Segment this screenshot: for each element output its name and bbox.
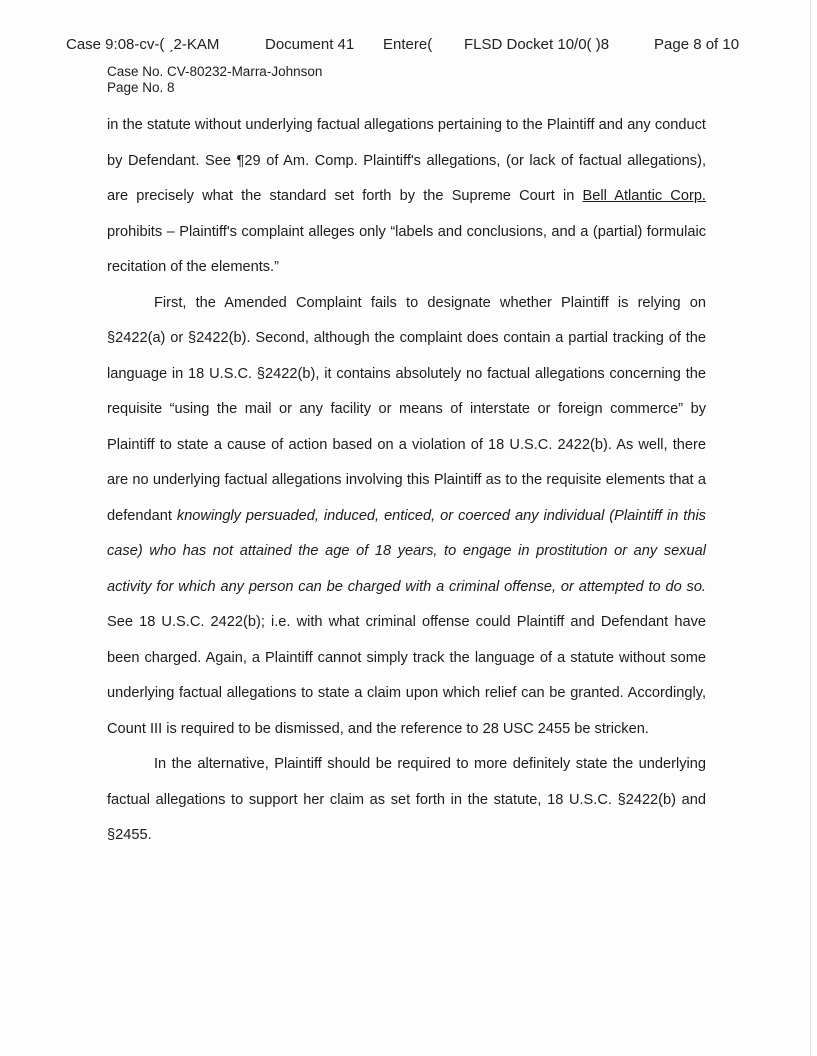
case-meta bbox=[107, 64, 322, 96]
paragraph-3: In the alternative, Plaintiff should be required to more definitely state the underlying factual allegations to support her claim as set forth in the statute, 18 U.S.C. §2422(b) and §2455. bbox=[107, 756, 706, 843]
paragraph-2-italic-quote: knowingly persuaded, induced, enticed, or coerced any individual (Plaintiff in this case) who has not attained the age of 18 years, to engage in prostitution or any sexual activity for which any person can be charged with a criminal offense, or attempted to do so. bbox=[107, 507, 706, 595]
paragraph-1-text-a: in the statute without underlying factual allegations pertaining to the Plaintiff and any conduct by Defendant. See ¶29 of Am. Comp. Plaintiff's allegations, (or lack of factual allegations), are precisely what the standard set forth by the Supreme Court in bbox=[107, 117, 706, 204]
filing-header-stamp bbox=[66, 36, 756, 56]
page-number: Page No. 8 bbox=[107, 80, 175, 95]
case-number: Case No. CV-80232-Marra-Johnson bbox=[107, 64, 323, 79]
paragraph-2 bbox=[107, 286, 706, 748]
paragraph-1-text-b: prohibits – Plaintiff's complaint alleges only “labels and conclusions, and a (partial) formulaic recitation of the elements.” bbox=[107, 223, 706, 275]
stamp-docket-date: FLSD Docket 10/0( )8 bbox=[464, 36, 610, 53]
paragraph-1 bbox=[107, 108, 706, 286]
stamp-document-number: Document 41 bbox=[265, 36, 355, 53]
scan-edge-line bbox=[810, 0, 811, 1056]
paragraph-2-text-b: See 18 U.S.C. 2422(b); i.e. with what criminal offense could Plaintiff and Defendant have been charged. Again, a Plaintiff cannot simply track the language of a statute without some underlying factual allegations to state a claim upon which relief can be granted. Accordingly, Count III is required to be dismissed, and the reference to 28 USC 2455 be stricken. bbox=[107, 614, 706, 737]
stamp-entered: Entere( bbox=[383, 36, 433, 53]
stamp-page-count: Page 8 of 10 bbox=[654, 36, 740, 53]
paragraph-2-text-a: First, the Amended Complaint fails to designate whether Plaintiff is relying on §2422(a) or §2422(b). Second, although the complaint does contain a partial tracking of the language in 18 U.S.C. §2422(b), it contains absolutely no factual allegations concerning the requisite “using the mail or any facility or means of interstate or foreign commerce” by Plaintiff to state a cause of action based on a violation of 18 U.S.C. 2422(b). As well, there are no underlying factual allegations involving this Plaintiff as to the requisite elements that a defendant bbox=[107, 294, 706, 524]
stamp-case-number: Case 9:08-cv-( ˏ2-KAM bbox=[66, 36, 220, 53]
document-body bbox=[107, 108, 706, 854]
case-citation-link: Bell Atlantic Corp. bbox=[582, 188, 706, 204]
